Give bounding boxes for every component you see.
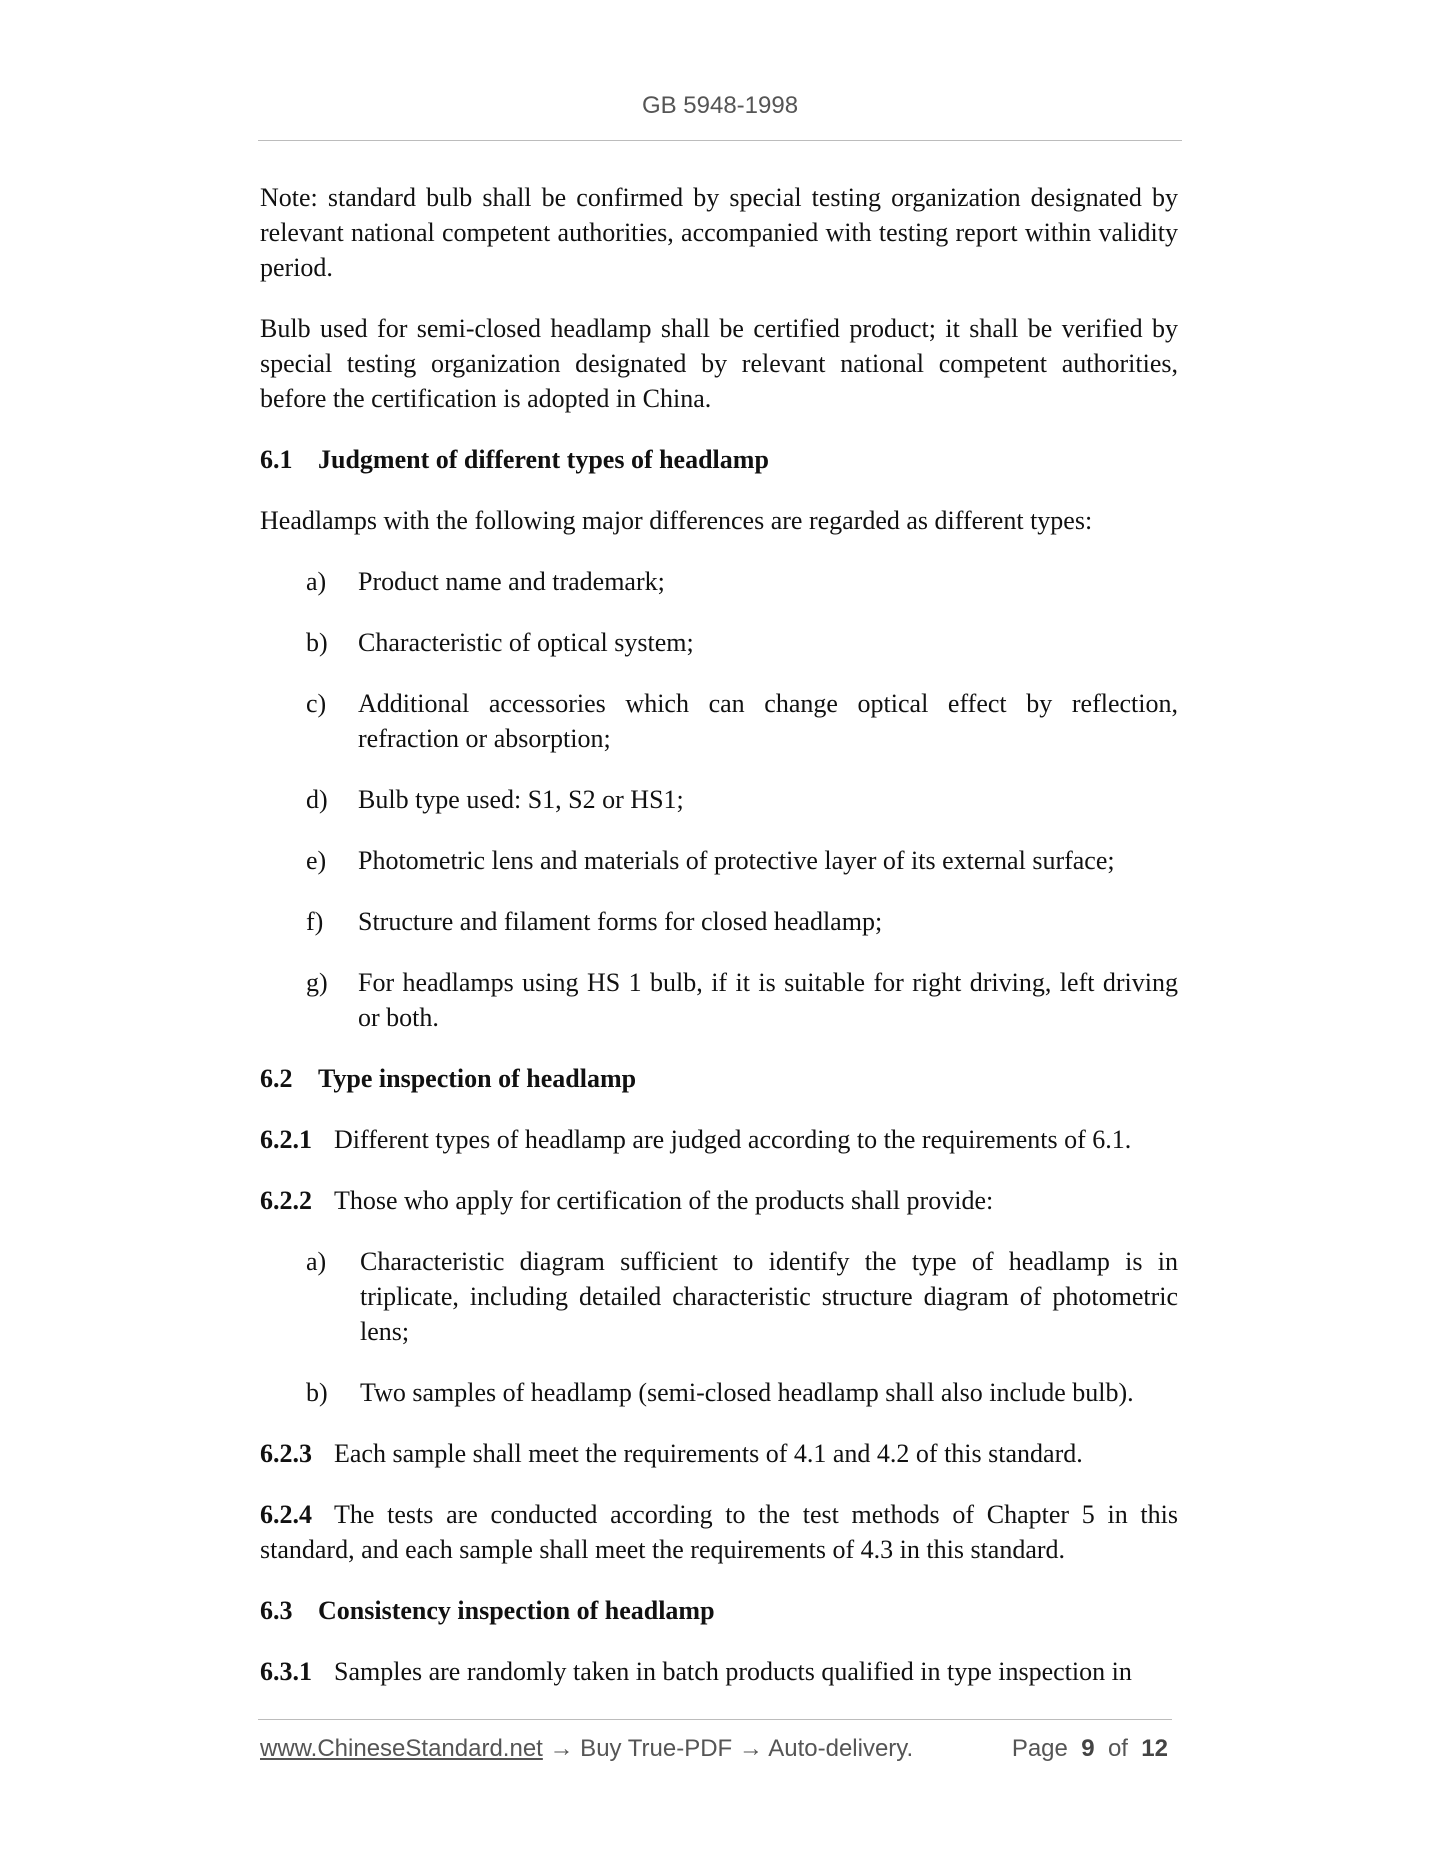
list-item xyxy=(260,564,1178,599)
list-item-text: For headlamps using HS 1 bulb, if it is suitable for right driving, left driving or both. xyxy=(358,968,1178,1032)
section-6-1-heading xyxy=(260,442,1178,477)
page-header xyxy=(258,92,1182,120)
section-title: Type inspection of headlamp xyxy=(318,1064,637,1093)
list-item xyxy=(260,843,1178,878)
list-marker: a) xyxy=(306,1247,327,1276)
of-label: of xyxy=(1107,1735,1128,1762)
list-marker: a) xyxy=(306,567,327,596)
section-title: Consistency inspection of headlamp xyxy=(318,1596,715,1625)
list-item-text: Bulb type used: S1, S2 or HS1; xyxy=(358,785,684,814)
clause-number: 6.3.1 xyxy=(260,1657,312,1686)
clause-6-2-3 xyxy=(260,1436,1178,1471)
list-item-text: Two samples of headlamp (semi-closed headlamp shall also include bulb). xyxy=(360,1378,1134,1407)
clause-number: 6.2.2 xyxy=(260,1186,312,1215)
list-item-text: Product name and trademark; xyxy=(358,567,665,596)
page-total: 12 xyxy=(1141,1735,1168,1762)
list-item xyxy=(260,686,1178,756)
type-differences-list xyxy=(260,564,1178,1035)
list-marker: f) xyxy=(306,907,324,936)
section-number: 6.3 xyxy=(260,1596,293,1625)
list-marker: c) xyxy=(306,689,327,718)
section-number: 6.2 xyxy=(260,1064,293,1093)
list-item-text: Structure and filament forms for closed headlamp; xyxy=(358,907,883,936)
list-marker: g) xyxy=(306,968,328,997)
clause-text: Different types of headlamp are judged according to the requirements of 6.1. xyxy=(334,1125,1132,1154)
clause-number: 6.2.3 xyxy=(260,1439,312,1468)
section-number: 6.1 xyxy=(260,445,293,474)
page-label: Page xyxy=(1011,1735,1068,1762)
page-indicator xyxy=(1012,1735,1168,1763)
clause-6-2-1 xyxy=(260,1122,1178,1157)
page-body xyxy=(260,180,1178,1715)
list-marker: d) xyxy=(306,785,328,814)
list-item-text: Photometric lens and materials of protective layer of its external surface; xyxy=(358,846,1115,875)
website-link[interactable]: www.ChineseStandard.net xyxy=(260,1735,543,1762)
document-code: GB 5948-1998 xyxy=(641,92,799,119)
list-item-text: Characteristic diagram sufficient to identify the type of headlamp is in triplicate, including detailed characteristic structure diagram of photometric lens; xyxy=(360,1247,1178,1346)
list-marker: b) xyxy=(306,628,328,657)
footer-promo-text: → Buy True-PDF → Auto-delivery. xyxy=(542,1735,914,1762)
clause-text: Samples are randomly taken in batch products qualified in type inspection in xyxy=(334,1657,1132,1686)
list-item xyxy=(260,782,1178,817)
clause-text: Each sample shall meet the requirements of 4.1 and 4.2 of this standard. xyxy=(334,1439,1083,1468)
header-divider xyxy=(258,140,1182,141)
list-item-text: Characteristic of optical system; xyxy=(358,628,694,657)
clause-number: 6.2.4 xyxy=(260,1500,312,1529)
list-item xyxy=(260,965,1178,1035)
clause-6-2-4 xyxy=(260,1497,1178,1567)
footer-divider xyxy=(258,1719,1172,1720)
list-item-text: Additional accessories which can change optical effect by reflection, refraction or absorption; xyxy=(358,689,1178,753)
clause-6-3-1 xyxy=(260,1654,1178,1689)
note-paragraph: Note: standard bulb shall be confirmed by special testing organization designated by relevant national competent authorities, accompanied with testing report within validity period. xyxy=(260,183,1178,282)
clause-6-2-2 xyxy=(260,1183,1178,1218)
page-number: 9 xyxy=(1081,1735,1095,1762)
clause-text: The tests are conducted according to the test methods of Chapter 5 in this standard, and each sample shall meet the requirements of 4.3 in this standard. xyxy=(260,1500,1178,1564)
section-6-1-intro: Headlamps with the following major differences are regarded as different types: xyxy=(260,506,1093,535)
list-marker: e) xyxy=(306,846,327,875)
clause-text: Those who apply for certification of the products shall provide: xyxy=(334,1186,994,1215)
list-marker: b) xyxy=(306,1378,328,1407)
section-6-3-heading xyxy=(260,1593,1178,1628)
bulb-paragraph: Bulb used for semi-closed headlamp shall be certified product; it shall be verified by special testing organization designated by relevant national competent authorities, before the certification is adopted in China. xyxy=(260,314,1178,413)
list-item xyxy=(260,1375,1178,1410)
footer-promo xyxy=(260,1735,913,1763)
list-item xyxy=(260,904,1178,939)
certification-materials-list xyxy=(260,1244,1178,1410)
list-item xyxy=(260,1244,1178,1349)
section-6-2-heading xyxy=(260,1061,1178,1096)
clause-number: 6.2.1 xyxy=(260,1125,312,1154)
list-item xyxy=(260,625,1178,660)
section-title: Judgment of different types of headlamp xyxy=(318,445,769,474)
